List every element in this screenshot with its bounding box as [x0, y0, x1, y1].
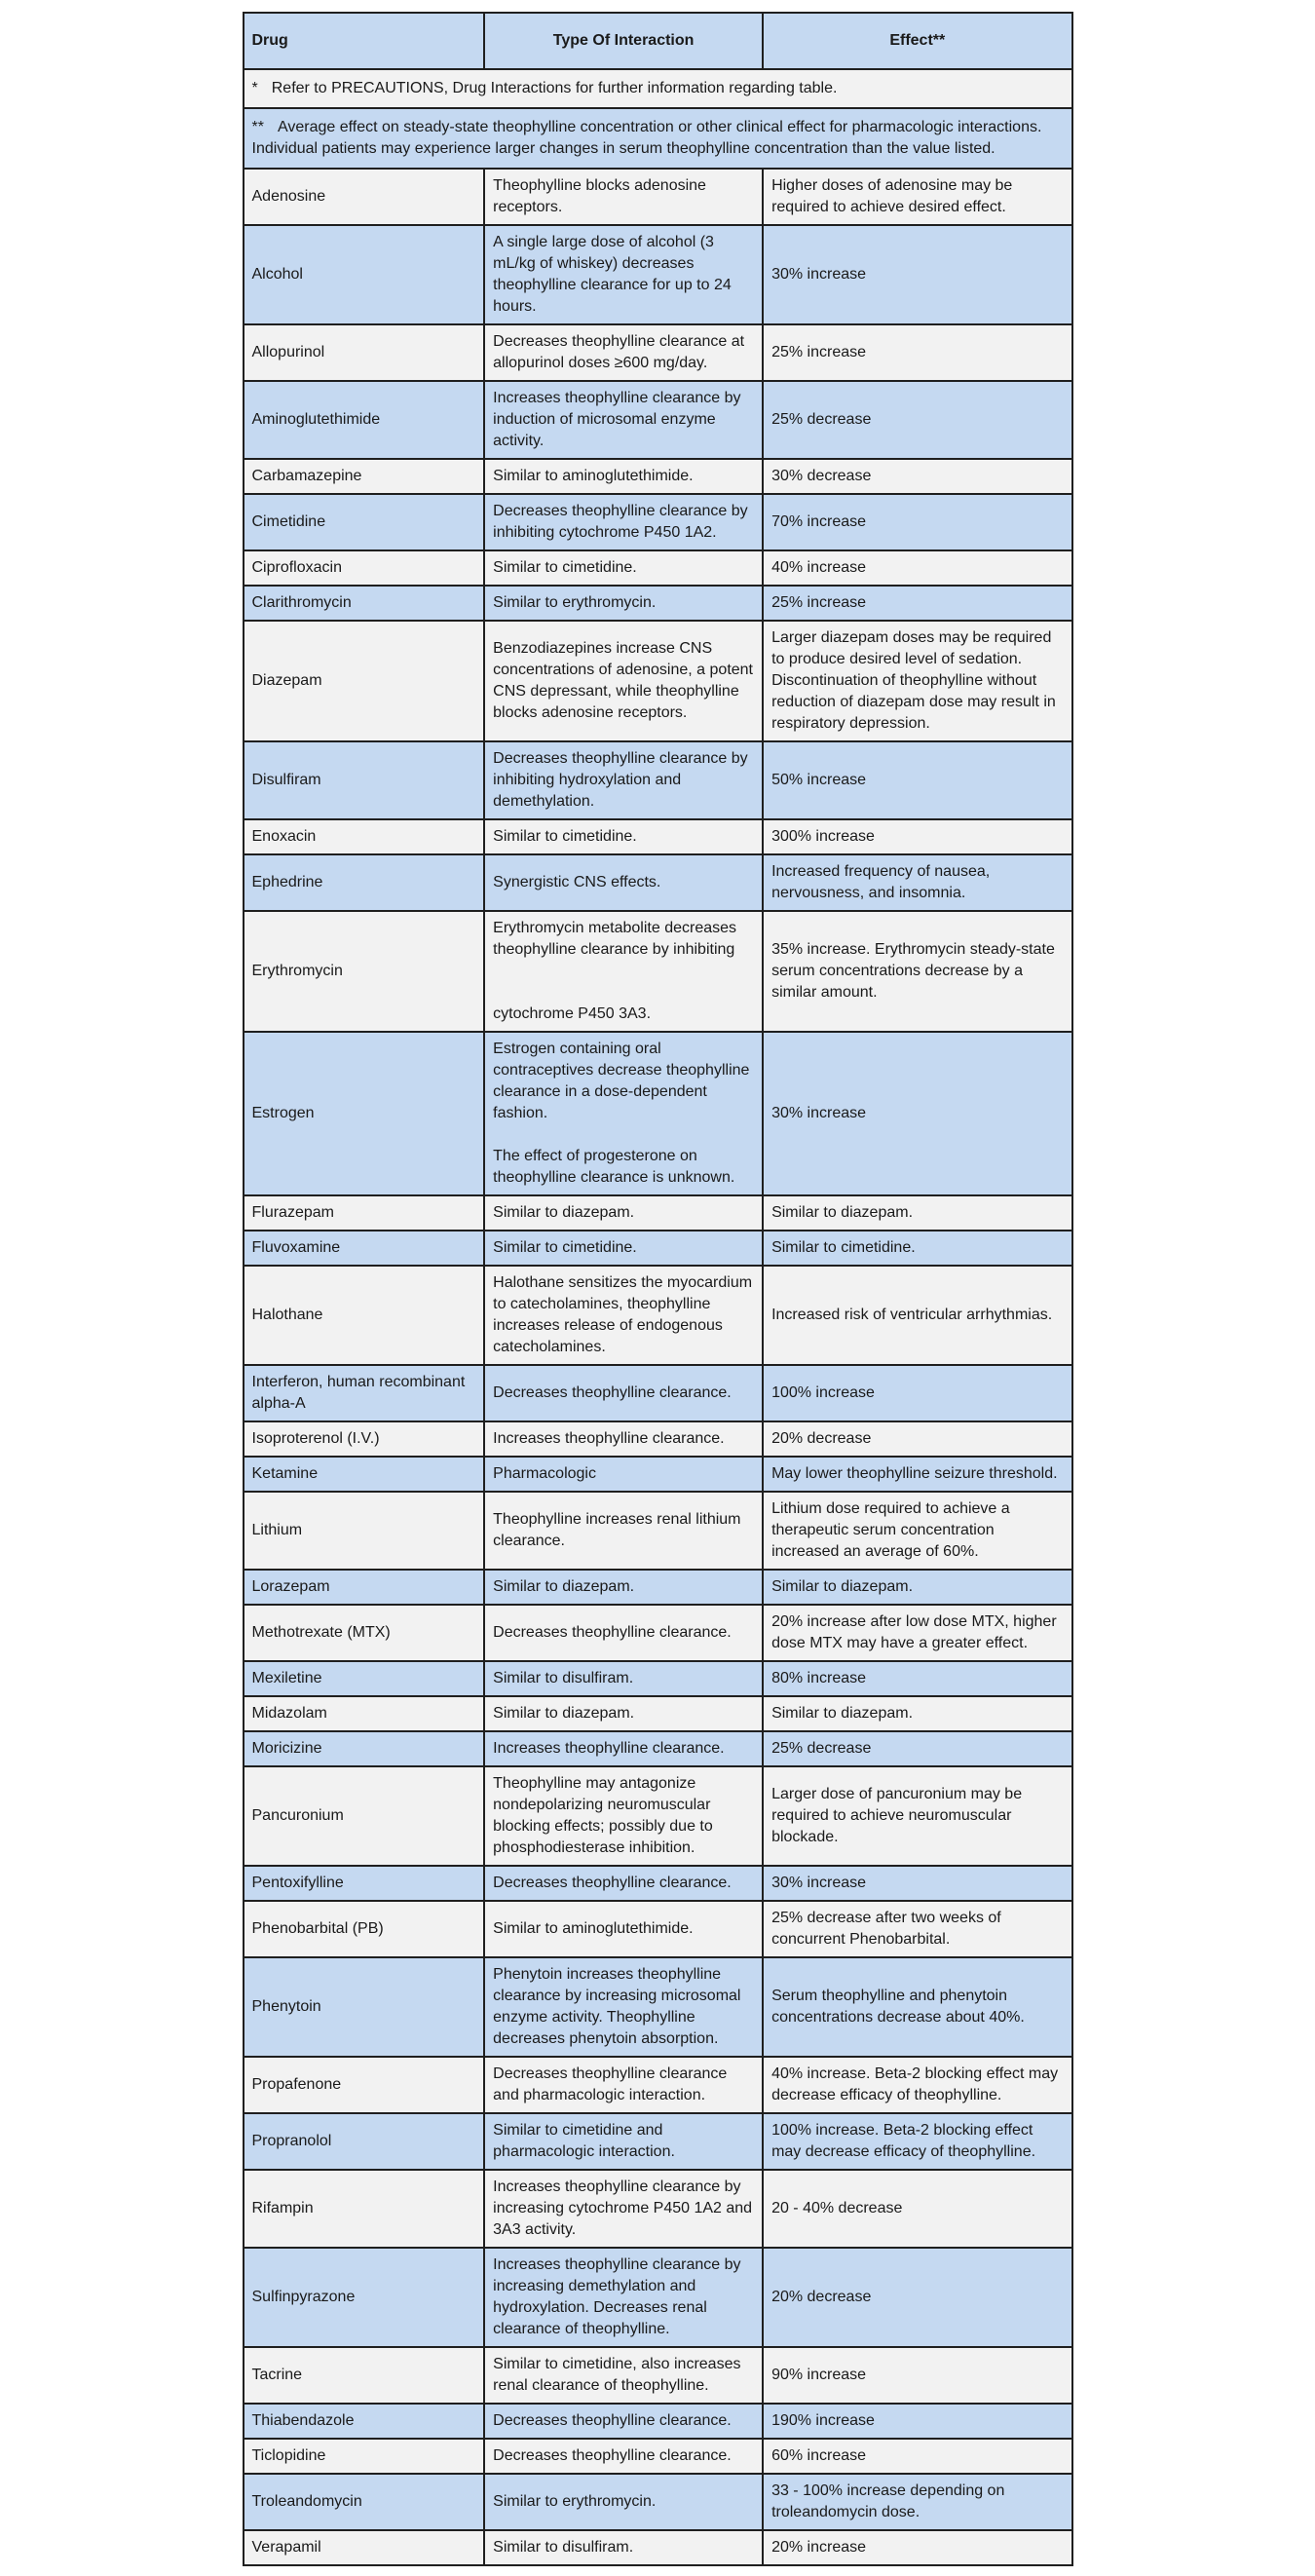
interaction-cell: [484, 2248, 763, 2347]
table-row: [244, 1032, 1072, 1195]
interaction-paragraph: Halothane sensitizes the myocardium to catecholamines, theophylline increases release of endogenous catecholamines.: [493, 1274, 753, 1355]
interaction-paragraph: Synergistic CNS effects.: [493, 874, 661, 890]
effect-cell: Increased frequency of nausea, nervousness, and insomnia.: [763, 854, 1071, 911]
table-row: [244, 2347, 1072, 2404]
drug-cell: Flurazepam: [244, 1195, 485, 1231]
interaction-cell: [484, 2113, 763, 2170]
drug-cell: Enoxacin: [244, 819, 485, 854]
table-row: [244, 2404, 1072, 2439]
interaction-cell: [484, 586, 763, 621]
effect-cell: 25% increase: [763, 586, 1071, 621]
table-row: [244, 381, 1072, 459]
interaction-paragraph: Similar to disulfiram.: [493, 2539, 634, 2556]
interaction-paragraph: Decreases theophylline clearance.: [493, 2447, 732, 2464]
interaction-paragraph: Similar to aminoglutethimide.: [493, 1920, 694, 1937]
effect-cell: Larger diazepam doses may be required to produce desired level of sedation. Discontinuation of theophylline without reduction of diazepam dose may result in respiratory depression.: [763, 621, 1071, 741]
effect-cell: 100% increase: [763, 1365, 1071, 1421]
table-row: [244, 1661, 1072, 1696]
interaction-paragraph: Increases theophylline clearance by increasing cytochrome P450 1A2 and 3A3 activity.: [493, 2178, 753, 2238]
interaction-cell: [484, 1957, 763, 2057]
interaction-paragraph: Similar to cimetidine, also increases renal clearance of theophylline.: [493, 2356, 741, 2394]
effect-cell: Higher doses of adenosine may be required to achieve desired effect.: [763, 169, 1071, 225]
effect-cell: 25% increase: [763, 324, 1071, 381]
drug-cell: Adenosine: [244, 169, 485, 225]
effect-cell: Similar to diazepam.: [763, 1570, 1071, 1605]
effect-cell: 20 - 40% decrease: [763, 2170, 1071, 2248]
interaction-paragraph: cytochrome P450 3A3.: [493, 1005, 652, 1022]
interaction-cell: [484, 2474, 763, 2530]
header-cell-drug: Drug: [244, 13, 485, 69]
footnote-marker: *: [251, 80, 258, 96]
table-row: [244, 621, 1072, 741]
interaction-cell: [484, 911, 763, 1032]
drug-cell: Tacrine: [244, 2347, 485, 2404]
effect-cell: 20% increase after low dose MTX, higher dose MTX may have a greater effect.: [763, 1605, 1071, 1661]
interaction-cell: [484, 741, 763, 819]
interaction-paragraph: Decreases theophylline clearance.: [493, 2412, 732, 2429]
effect-cell: 20% increase: [763, 2530, 1071, 2565]
effect-cell: 20% decrease: [763, 2248, 1071, 2347]
interaction-paragraph: Decreases theophylline clearance.: [493, 1384, 732, 1401]
interaction-paragraph: Theophylline increases renal lithium clearance.: [493, 1511, 741, 1549]
header-cell-effect: Effect**: [763, 13, 1071, 69]
interaction-paragraph: Similar to erythromycin.: [493, 2493, 657, 2510]
drug-cell: Alcohol: [244, 225, 485, 324]
drug-cell: Lithium: [244, 1492, 485, 1570]
drug-cell: Phenytoin: [244, 1957, 485, 2057]
interaction-paragraph: Similar to aminoglutethimide.: [493, 468, 694, 484]
interaction-cell: [484, 494, 763, 550]
interaction-cell: [484, 2530, 763, 2565]
table-row: [244, 494, 1072, 550]
drug-cell: Ticlopidine: [244, 2439, 485, 2474]
interaction-cell: [484, 2170, 763, 2248]
interaction-paragraph: Pharmacologic: [493, 1465, 596, 1482]
drug-cell: Allopurinol: [244, 324, 485, 381]
interaction-cell: [484, 621, 763, 741]
table-row: [244, 854, 1072, 911]
interaction-cell: [484, 1231, 763, 1266]
effect-cell: 33 - 100% increase depending on troleandomycin dose.: [763, 2474, 1071, 2530]
table-row: [244, 2113, 1072, 2170]
table-header: [244, 13, 1072, 69]
footnote-row-single-asterisk: [244, 69, 1072, 108]
table-row: [244, 1492, 1072, 1570]
interaction-paragraph: Benzodiazepines increase CNS concentrations of adenosine, a potent CNS depressant, while theophylline blocks adenosine receptors.: [493, 640, 753, 721]
table-row: [244, 1231, 1072, 1266]
drug-cell: Ephedrine: [244, 854, 485, 911]
interaction-paragraph: A single large dose of alcohol (3 mL/kg of whiskey) decreases theophylline clearance for up to 24 hours.: [493, 234, 732, 315]
table-row: [244, 1365, 1072, 1421]
drug-cell: Estrogen: [244, 1032, 485, 1195]
table-row: [244, 1570, 1072, 1605]
interaction-cell: [484, 2057, 763, 2113]
effect-cell: 30% increase: [763, 225, 1071, 324]
table-row: [244, 819, 1072, 854]
table-row: [244, 225, 1072, 324]
table-row: [244, 2530, 1072, 2565]
interaction-cell: [484, 459, 763, 494]
interaction-cell: [484, 1766, 763, 1866]
interaction-paragraph: Erythromycin metabolite decreases theophylline clearance by inhibiting: [493, 920, 737, 958]
interaction-paragraph: Increases theophylline clearance.: [493, 1740, 725, 1757]
effect-cell: Similar to diazepam.: [763, 1696, 1071, 1731]
drug-interactions-table: [243, 12, 1073, 2566]
interaction-paragraph: Theophylline may antagonize nondepolarizing neuromuscular blocking effects; possibly due to phosphodiesterase inhibition.: [493, 1775, 713, 1856]
effect-cell: Similar to diazepam.: [763, 1195, 1071, 1231]
drug-cell: Phenobarbital (PB): [244, 1901, 485, 1957]
effect-cell: 90% increase: [763, 2347, 1071, 2404]
footnote-marker: **: [251, 119, 264, 135]
drug-cell: Pentoxifylline: [244, 1866, 485, 1901]
table-row: [244, 1766, 1072, 1866]
interaction-paragraph: Phenytoin increases theophylline clearance by increasing microsomal enzyme activity. Theophylline decreases phenytoin absorption.: [493, 1966, 741, 2047]
effect-cell: 25% decrease: [763, 1731, 1071, 1766]
drug-cell: Thiabendazole: [244, 2404, 485, 2439]
interaction-cell: [484, 1195, 763, 1231]
effect-cell: 50% increase: [763, 741, 1071, 819]
table-row: [244, 1457, 1072, 1492]
interaction-cell: [484, 550, 763, 586]
table-row: [244, 459, 1072, 494]
interaction-cell: [484, 1731, 763, 1766]
effect-cell: 30% increase: [763, 1032, 1071, 1195]
effect-cell: 80% increase: [763, 1661, 1071, 1696]
table-row: [244, 586, 1072, 621]
interaction-cell: [484, 324, 763, 381]
drug-cell: Ketamine: [244, 1457, 485, 1492]
interaction-cell: [484, 1266, 763, 1365]
interaction-paragraph: Decreases theophylline clearance by inhibiting cytochrome P450 1A2.: [493, 503, 748, 541]
interaction-paragraph: Similar to cimetidine.: [493, 1239, 637, 1256]
interaction-paragraph: Increases theophylline clearance.: [493, 1430, 725, 1447]
interaction-cell: [484, 1492, 763, 1570]
table-row: [244, 1957, 1072, 2057]
drug-cell: Diazepam: [244, 621, 485, 741]
effect-cell: Larger dose of pancuronium may be required to achieve neuromuscular blockade.: [763, 1766, 1071, 1866]
interaction-cell: [484, 854, 763, 911]
header-cell-interaction: Type Of Interaction: [484, 13, 763, 69]
effect-cell: 60% increase: [763, 2439, 1071, 2474]
table-row: [244, 2439, 1072, 2474]
drug-cell: Propranolol: [244, 2113, 485, 2170]
interaction-cell: [484, 1421, 763, 1457]
effect-cell: Increased risk of ventricular arrhythmias.: [763, 1266, 1071, 1365]
interaction-paragraph: Decreases theophylline clearance at allopurinol doses ≥600 mg/day.: [493, 333, 745, 371]
drug-cell: Troleandomycin: [244, 2474, 485, 2530]
effect-cell: Similar to cimetidine.: [763, 1231, 1071, 1266]
table-row: [244, 1605, 1072, 1661]
interaction-paragraph: Similar to erythromycin.: [493, 594, 657, 611]
interaction-cell: [484, 1661, 763, 1696]
drug-cell: Carbamazepine: [244, 459, 485, 494]
drug-cell: Interferon, human recombinant alpha-A: [244, 1365, 485, 1421]
header-row: [244, 13, 1072, 69]
table-row: [244, 1731, 1072, 1766]
drug-cell: Verapamil: [244, 2530, 485, 2565]
drug-cell: Ciprofloxacin: [244, 550, 485, 586]
table-row: [244, 1266, 1072, 1365]
interaction-paragraph: Increases theophylline clearance by increasing demethylation and hydroxylation. Decreases renal clearance of theophylline.: [493, 2256, 741, 2337]
effect-cell: 20% decrease: [763, 1421, 1071, 1457]
drug-cell: Mexiletine: [244, 1661, 485, 1696]
effect-cell: 190% increase: [763, 2404, 1071, 2439]
footnote-text: Refer to PRECAUTIONS, Drug Interactions for further information regarding table.: [271, 80, 838, 96]
effect-cell: 40% increase: [763, 550, 1071, 586]
table-row: [244, 1421, 1072, 1457]
effect-cell: 35% increase. Erythromycin steady-state serum concentrations decrease by a similar amount.: [763, 911, 1071, 1032]
effect-cell: 70% increase: [763, 494, 1071, 550]
effect-cell: May lower theophylline seizure threshold.: [763, 1457, 1071, 1492]
drug-cell: Erythromycin: [244, 911, 485, 1032]
table-row: [244, 169, 1072, 225]
table-row: [244, 1696, 1072, 1731]
interaction-cell: [484, 1365, 763, 1421]
interaction-paragraph: Decreases theophylline clearance and pharmacologic interaction.: [493, 2065, 728, 2103]
drug-cell: Pancuronium: [244, 1766, 485, 1866]
effect-cell: 30% decrease: [763, 459, 1071, 494]
table-body: [244, 69, 1072, 2565]
footnote-text: Average effect on steady-state theophylline concentration or other clinical effect for pharmacologic interactions. Individual patients may experience larger changes in serum theophylline concentration than the value listed.: [251, 119, 1042, 157]
interaction-cell: [484, 1457, 763, 1492]
table-row: [244, 550, 1072, 586]
interaction-cell: [484, 1696, 763, 1731]
effect-cell: 25% decrease: [763, 381, 1071, 459]
interaction-cell: [484, 2404, 763, 2439]
interaction-paragraph: Similar to cimetidine and pharmacologic interaction.: [493, 2122, 675, 2160]
table-row: [244, 2057, 1072, 2113]
drug-cell: Disulfiram: [244, 741, 485, 819]
interaction-cell: [484, 1570, 763, 1605]
effect-cell: 300% increase: [763, 819, 1071, 854]
interaction-cell: [484, 169, 763, 225]
drug-cell: Aminoglutethimide: [244, 381, 485, 459]
drug-cell: Halothane: [244, 1266, 485, 1365]
interaction-cell: [484, 1032, 763, 1195]
drug-cell: Isoproterenol (I.V.): [244, 1421, 485, 1457]
interaction-paragraph: Similar to diazepam.: [493, 1705, 635, 1722]
interaction-paragraph: Decreases theophylline clearance.: [493, 1875, 732, 1891]
table-row: [244, 2474, 1072, 2530]
drug-cell: Rifampin: [244, 2170, 485, 2248]
interaction-paragraph: Estrogen containing oral contraceptives decrease theophylline clearance in a dose-dependent fashion.: [493, 1041, 750, 1121]
table-row: [244, 1195, 1072, 1231]
interaction-cell: [484, 1901, 763, 1957]
interaction-paragraph: Increases theophylline clearance by induction of microsomal enzyme activity.: [493, 390, 741, 449]
interaction-paragraph: Theophylline blocks adenosine receptors.: [493, 177, 706, 215]
drug-cell: Lorazepam: [244, 1570, 485, 1605]
drug-cell: Clarithromycin: [244, 586, 485, 621]
effect-cell: 40% increase. Beta-2 blocking effect may decrease efficacy of theophylline.: [763, 2057, 1071, 2113]
interaction-cell: [484, 225, 763, 324]
table-row: [244, 2248, 1072, 2347]
interaction-cell: [484, 1866, 763, 1901]
interaction-cell: [484, 1605, 763, 1661]
drug-cell: Cimetidine: [244, 494, 485, 550]
table-row: [244, 2170, 1072, 2248]
drug-cell: Sulfinpyrazone: [244, 2248, 485, 2347]
effect-cell: 100% increase. Beta-2 blocking effect may decrease efficacy of theophylline.: [763, 2113, 1071, 2170]
drug-cell: Fluvoxamine: [244, 1231, 485, 1266]
effect-cell: 30% increase: [763, 1866, 1071, 1901]
interaction-paragraph: Decreases theophylline clearance.: [493, 1624, 732, 1641]
interaction-paragraph: Similar to cimetidine.: [493, 559, 637, 576]
effect-cell: 25% decrease after two weeks of concurrent Phenobarbital.: [763, 1901, 1071, 1957]
interaction-paragraph: Similar to cimetidine.: [493, 828, 637, 845]
drug-cell: Moricizine: [244, 1731, 485, 1766]
interaction-paragraph: Similar to disulfiram.: [493, 1670, 634, 1686]
footnote-row-double-asterisk: [244, 108, 1072, 169]
drug-cell: Midazolam: [244, 1696, 485, 1731]
table-row: [244, 1866, 1072, 1901]
table-row: [244, 911, 1072, 1032]
interaction-cell: [484, 381, 763, 459]
effect-cell: Serum theophylline and phenytoin concentrations decrease about 40%.: [763, 1957, 1071, 2057]
effect-cell: Lithium dose required to achieve a therapeutic serum concentration increased an average of 60%.: [763, 1492, 1071, 1570]
table-row: [244, 324, 1072, 381]
interaction-cell: [484, 2347, 763, 2404]
interaction-cell: [484, 2439, 763, 2474]
table-row: [244, 741, 1072, 819]
drug-cell: Propafenone: [244, 2057, 485, 2113]
interaction-paragraph: Similar to diazepam.: [493, 1204, 635, 1221]
table-row: [244, 1901, 1072, 1957]
interaction-paragraph: Similar to diazepam.: [493, 1578, 635, 1595]
interaction-paragraph: The effect of progesterone on theophylline clearance is unknown.: [493, 1148, 735, 1186]
interaction-cell: [484, 819, 763, 854]
drug-cell: Methotrexate (MTX): [244, 1605, 485, 1661]
interaction-paragraph: Decreases theophylline clearance by inhibiting hydroxylation and demethylation.: [493, 750, 748, 810]
